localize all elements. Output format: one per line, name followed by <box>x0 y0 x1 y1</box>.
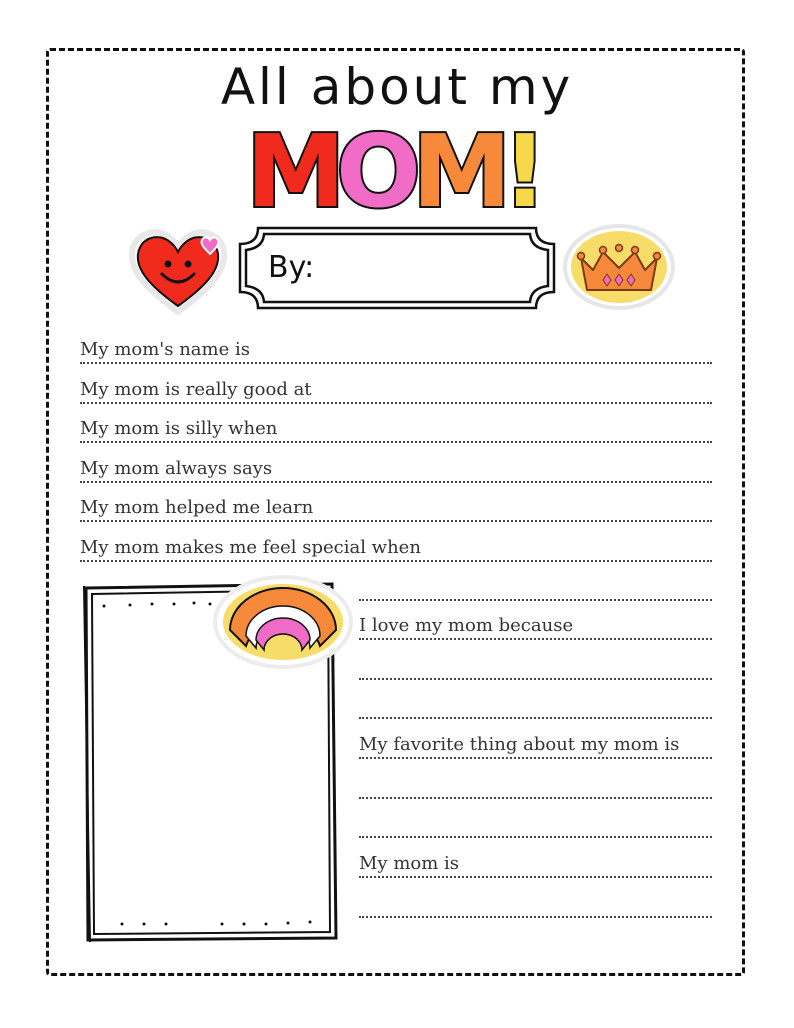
prompt-label: I love my mom because <box>359 615 574 636</box>
title-letter-o: O <box>336 113 422 215</box>
crown-icon <box>563 224 675 310</box>
prompt-feel-special[interactable] <box>80 530 712 562</box>
prompt-mom-is[interactable] <box>359 846 712 878</box>
prompt-moms-name[interactable] <box>80 332 712 364</box>
title-mom <box>240 110 560 215</box>
prompt-silly-when[interactable] <box>80 411 712 443</box>
title-letter-m2: M <box>412 113 512 215</box>
writing-line[interactable] <box>359 687 712 719</box>
title-exclaim: ! <box>502 113 548 215</box>
title-line-1: All about my <box>220 58 574 116</box>
writing-line[interactable] <box>359 806 712 838</box>
rainbow-icon <box>212 574 354 670</box>
writing-line[interactable] <box>359 648 712 680</box>
prompt-label: My mom is really good at <box>80 379 312 400</box>
prompt-love-because[interactable] <box>359 608 712 640</box>
prompt-label: My mom's name is <box>80 339 250 360</box>
smiley-heart-icon <box>128 226 228 318</box>
prompt-label: My mom is <box>359 853 460 874</box>
prompt-label: My mom helped me learn <box>80 497 314 518</box>
prompt-favorite-thing[interactable] <box>359 727 712 759</box>
writing-line[interactable] <box>359 569 712 601</box>
by-label: By: <box>268 250 315 285</box>
prompt-label: My favorite thing about my mom is <box>359 734 680 755</box>
prompt-label: My mom always says <box>80 458 273 479</box>
title-letter-m1: M <box>246 113 346 215</box>
prompt-label: My mom makes me feel special when <box>80 537 421 558</box>
prompt-good-at[interactable] <box>80 372 712 404</box>
prompt-label: My mom is silly when <box>80 418 278 439</box>
writing-line[interactable] <box>359 886 712 918</box>
prompt-helped-learn[interactable] <box>80 490 712 522</box>
prompt-always-says[interactable] <box>80 451 712 483</box>
writing-line[interactable] <box>359 767 712 799</box>
